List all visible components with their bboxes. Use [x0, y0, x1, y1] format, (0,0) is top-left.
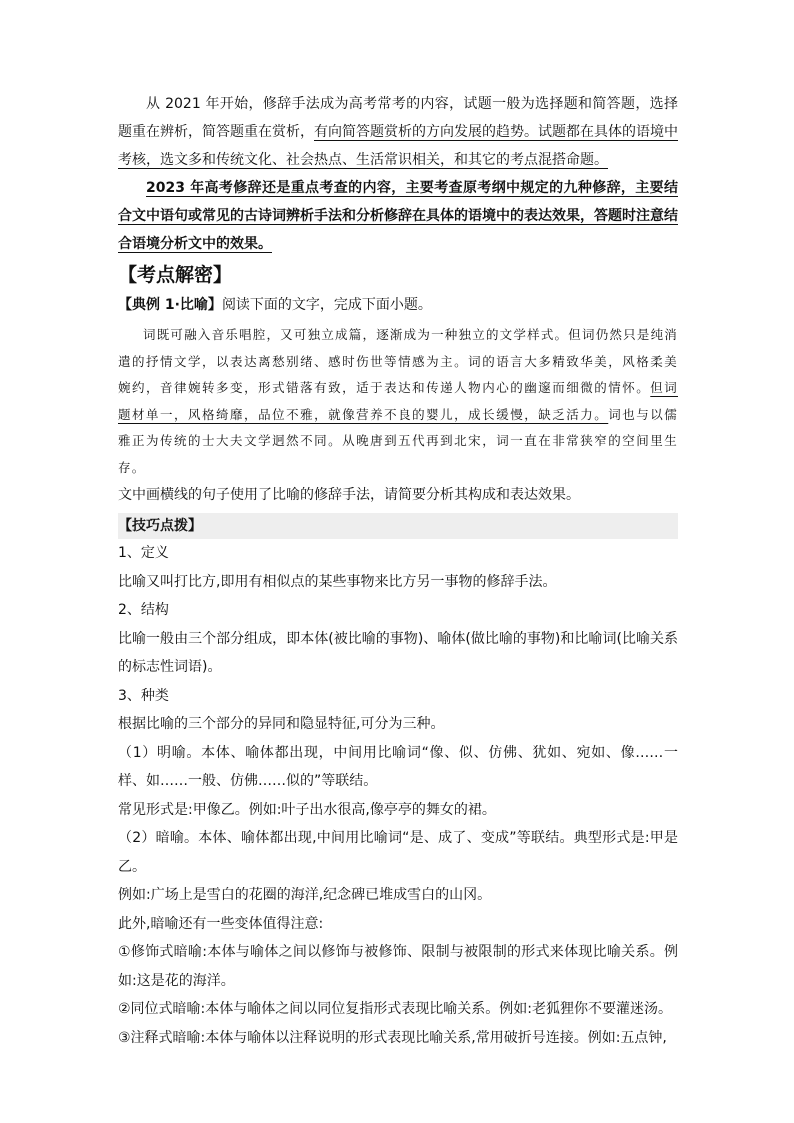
example-header [118, 290, 678, 320]
tips-line: ①修饰式暗喻:本体与喻体之间以修饰与被修饰、限制与被限制的形式来体现比喻关系。例如:这是花的海洋。 [118, 944, 678, 989]
intro-paragraph-1-part-a: 从 2021 年开始，修辞手法成为高考常考的内容，试题一般为选择题和简答题，选择题重在辨析，简答题重在赏析， [118, 96, 678, 140]
intro-paragraph-1 [118, 90, 678, 174]
passage-text-b: 词也与以儒雅正为传统的士大夫文学迥然不同。从晚唐到五代再到北宋，词一直在非常狭窄的空间里生存。 [118, 406, 678, 475]
tips-line: 2、结构 [118, 602, 169, 618]
tips-line: 比喻又叫打比方,即用有相似点的某些事物来比方另一事物的修辞手法。 [118, 573, 557, 590]
example-tag: 【典例 1·比喻】 [118, 297, 222, 313]
intro-paragraph-1-underlined: 有向简答题赏析的方向发展的趋势。试题都在具体的语境中考核，选文多和传统文化、社会热点、生活常识相关，和其它的考点混搭命题。 [118, 124, 678, 168]
tips-line: 比喻一般由三个部分组成，即本体(被比喻的事物)、喻体(做比喻的事物)和比喻词(比喻关系的标志性词语)。 [118, 630, 678, 675]
passage-underlined-sentence: 但词题材单一，风格绮靡，品位不雅，就像营养不良的婴儿，成长缓慢，缺乏活力。 [118, 380, 678, 422]
tips-line: ②同位式暗喻:本体与喻体之间以同位复指形式表现比喻关系。例如:老狐狸你不要灌迷汤。 [118, 1001, 672, 1017]
tips-line: ③注释式暗喻:本体与喻体以注释说明的形式表现比喻关系,常用破折号连接。例如:五点钟, [118, 1029, 667, 1046]
tips-line: （2）暗喻。本体、喻体都出现,中间用比喻词“是、成了、变成”等联结。典型形式是:甲是乙。 [118, 830, 678, 875]
tips-line: 常见形式是:甲像乙。例如:叶子出水很高,像亭亭的舞女的裙。 [118, 801, 496, 818]
tips-line: 3、种类 [118, 687, 169, 704]
tips-line: 例如:广场上是雪白的花圈的海洋,纪念碑已堆成雪白的山冈。 [118, 887, 492, 903]
tips-line: 此外,暗喻还有一些变体值得注意: [118, 915, 324, 932]
tips-title: 【技巧点拨】 [118, 513, 678, 539]
tips-line: （1）明喻。本体、喻体都出现，中间用比喻词“像、似、仿佛、犹如、宛如、像……一样、如……一般、仿佛……似的”等联结。 [118, 744, 678, 789]
tips-line: 根据比喻的三个部分的异同和隐显特征,可分为三种。 [118, 716, 445, 732]
document-content [118, 90, 678, 1052]
intro-paragraph-2: 2023 年高考修辞还是重点考查的内容，主要考查原考纲中规定的九种修辞，主要结合文中语句或常见的古诗词辨析手法和分析修辞在具体的语境中的表达效果，答题时注意结合语境分析文中的效果。 [118, 180, 678, 252]
section-title: 【考点解密】 [118, 264, 233, 286]
tips-line: 1、定义 [118, 545, 169, 561]
passage-text-a: 词既可融入音乐唱腔，又可独立成篇，逐渐成为一种独立的文学样式。但词仍然只是纯消遣的抒情文学，以表达离愁别绪、感时伤世等情感为主。词的语言大多精致华美，风格柔美婉约，音律婉转多变，形式错落有致，适于表达和传递人物内心的幽邃而细微的情怀。 [118, 327, 678, 395]
example-instruction: 阅读下面的文字，完成下面小题。 [221, 297, 432, 313]
reading-passage [118, 322, 678, 481]
example-question: 文中画横线的句子使用了比喻的修辞手法，请简要分析其构成和表达效果。 [118, 487, 580, 503]
